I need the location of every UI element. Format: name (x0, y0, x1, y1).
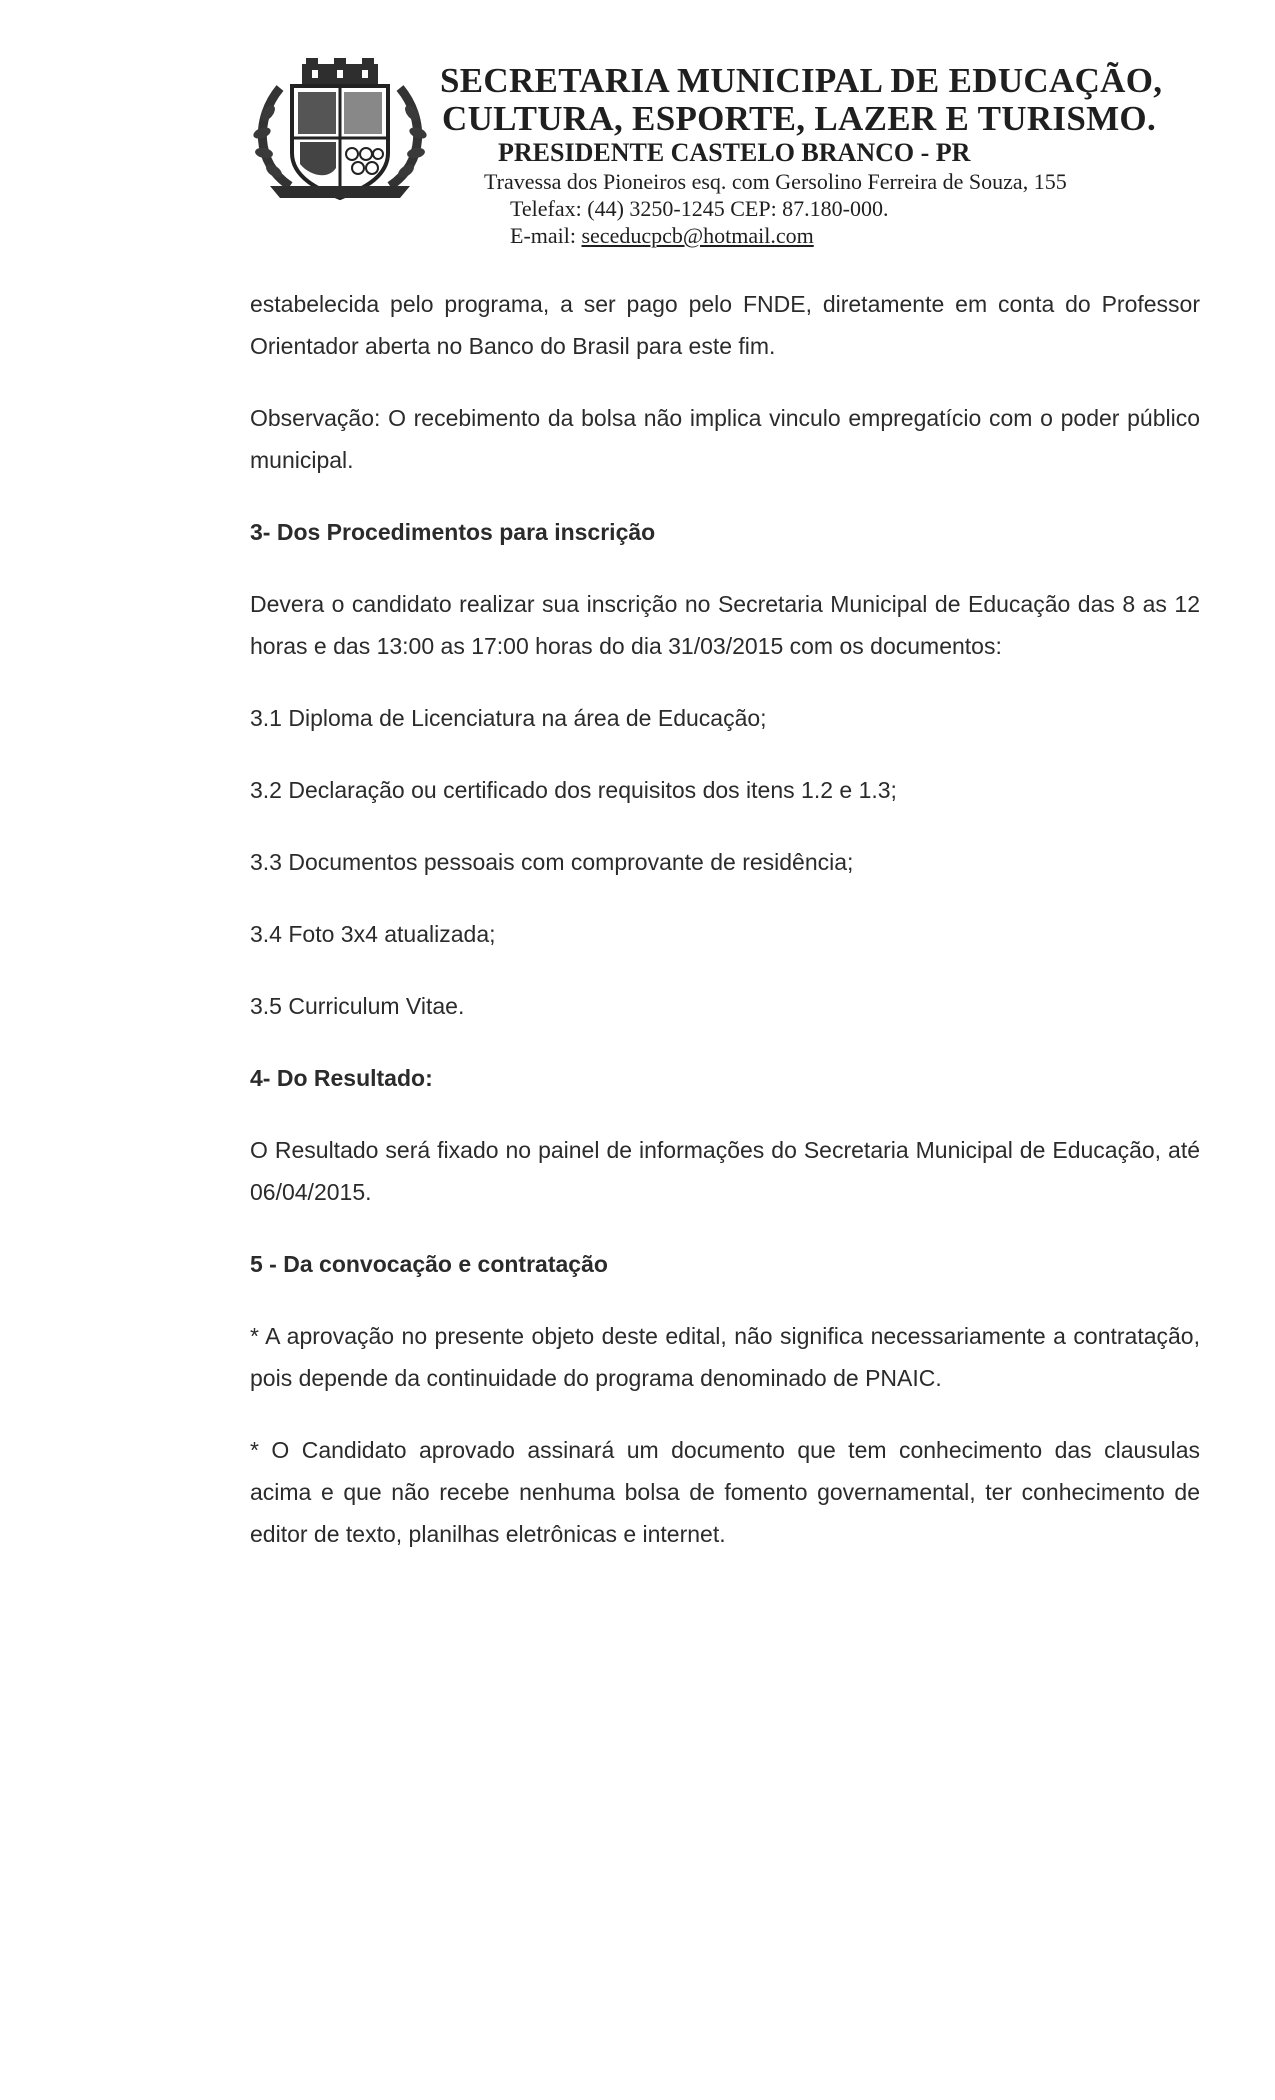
section-5-title: 5 - Da convocação e contratação (250, 1251, 608, 1277)
paragraph-observation: Observação: O recebimento da bolsa não implica vinculo empregatício com o poder público municipal. (250, 405, 1200, 473)
section-3-title: 3- Dos Procedimentos para inscrição (250, 519, 656, 545)
municipal-coat-of-arms-icon (250, 58, 430, 206)
letterhead-address: Travessa dos Pioneiros esq. com Gersolino Ferreira de Souza, 155 (484, 169, 1067, 194)
document-body (250, 283, 1200, 1555)
letterhead-line-2: CULTURA, ESPORTE, LAZER E TURISMO. (442, 99, 1156, 138)
letterhead-line-1: SECRETARIA MUNICIPAL DE EDUCAÇÃO, (440, 61, 1163, 100)
letterhead-phone: Telefax: (44) 3250-1245 CEP: 87.180-000. (510, 196, 889, 221)
document-item: 3.4 Foto 3x4 atualizada; (250, 921, 496, 947)
email-address: seceducpcb@hotmail.com (581, 223, 814, 248)
paragraph-fnde-payment: estabelecida pelo programa, a ser pago pelo FNDE, diretamente em conta do Professor Orientador aberta no Banco do Brasil para este fim. (250, 291, 1200, 359)
document-item: 3.5 Curriculum Vitae. (250, 993, 465, 1019)
document-item: 3.2 Declaração ou certificado dos requisitos dos itens 1.2 e 1.3; (250, 777, 897, 803)
document-item: 3.3 Documentos pessoais com comprovante de residência; (250, 849, 854, 875)
section-4-title: 4- Do Resultado: (250, 1065, 433, 1091)
document-item: 3.1 Diploma de Licenciatura na área de Educação; (250, 705, 767, 731)
section-3-text: Devera o candidato realizar sua inscrição no Secretaria Municipal de Educação das 8 as 12 horas e das 13:00 as 17:00 horas do dia 31/03/2015 com os documentos: (250, 591, 1200, 659)
letterhead-city: PRESIDENTE CASTELO BRANCO - PR (498, 138, 971, 167)
section-4-text: O Resultado será fixado no painel de informações do Secretaria Municipal de Educação, até 06/04/2015. (250, 1137, 1200, 1205)
section-5-paragraph-2: * O Candidato aprovado assinará um documento que tem conhecimento das clausulas acima e que não recebe nenhuma bolsa de fomento governamental, ter conhecimento de editor de texto, planilhas eletrônicas e internet. (250, 1437, 1200, 1547)
letterhead-email (440, 222, 1180, 249)
email-label: E-mail: (510, 223, 582, 248)
section-5-paragraph-1: * A aprovação no presente objeto deste edital, não significa necessariamente a contratação, pois depende da continuidade do programa denominado de PNAIC. (250, 1323, 1200, 1391)
letterhead (440, 62, 1180, 249)
